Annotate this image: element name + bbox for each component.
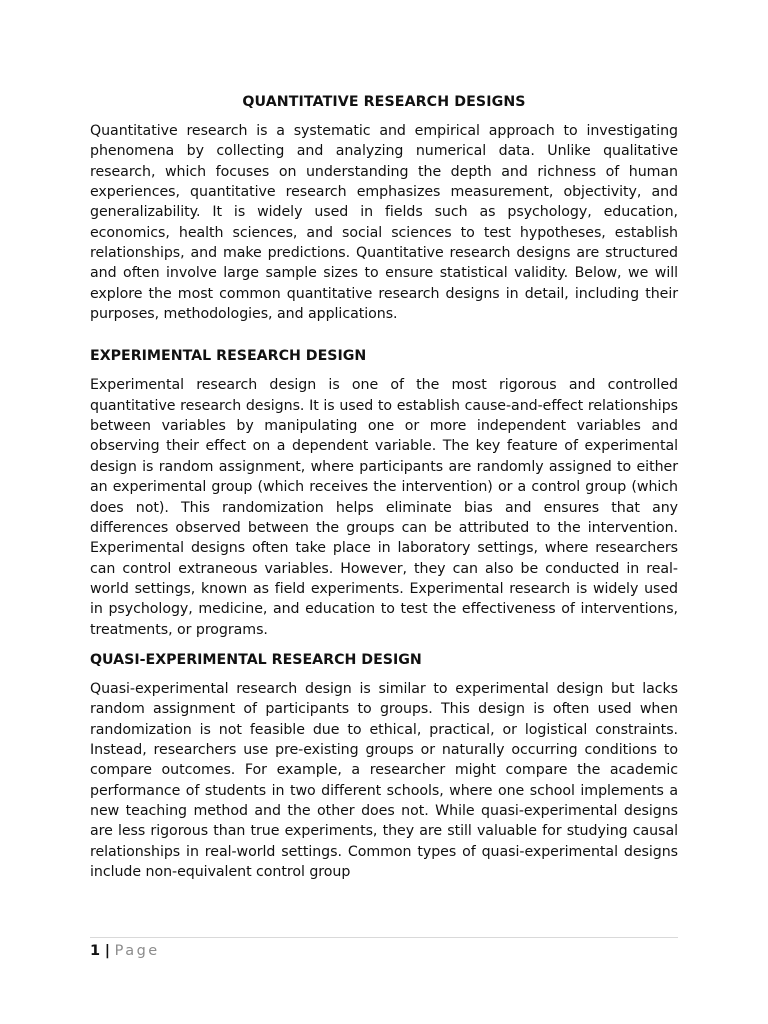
section-heading-experimental: EXPERIMENTAL RESEARCH DESIGN [90, 348, 367, 365]
page-number: 1 [90, 943, 101, 959]
section-body-quasi-experimental: Quasi-experimental research design is similar to experimental design but lacks random assignment of participants to groups. This design is often used when randomization is not feasible due to ethical, practical, or logistical constraints. Instead, researchers use pre-existing groups or naturally occurring conditions to compare outcomes. For example, a researcher might compare the academic performance of students in two different schools, where one school implements a new teaching method and the other does not. While quasi-experimental designs are less rigorous than true experiments, they are still valuable for studying causal relationships in real-world settings. Common types of quasi-experimental designs include non-equivalent control group [90, 680, 678, 880]
document-page [90, 92, 678, 905]
page-footer [90, 937, 678, 961]
section-heading-quasi-experimental: QUASI-EXPERIMENTAL RESEARCH DESIGN [90, 651, 422, 668]
intro-paragraph: Quantitative research is a systematic and empirical approach to investigating phenomena by collecting and analyzing numerical data. Unlike qualitative research, which focuses on understanding the depth and richness of human experiences, quantitative research emphasizes measurement, objectivity, and generalizability. It is widely used in fields such as psychology, education, economics, health sciences, and social sciences to test hypotheses, establish relationships, and make predictions. Quantitative research designs are structured and often involve large sample sizes to ensure statistical validity. Below, we will explore the most common quantitative research designs in detail, including their purposes, methodologies, and applications. [90, 123, 678, 323]
section-body-clip [90, 679, 678, 905]
section-body-experimental: Experimental research design is one of the most rigorous and controlled quantitative research designs. It is used to establish cause-and-effect relationships between variables by manipulating one or more independent variables and observing their effect on a dependent variable. The key feature of experimental design is random assignment, where participants are randomly assigned to either an experimental group (which receives the intervention) or a control group (which does not). This randomization helps eliminate bias and ensures that any differences observed between the groups can be attributed to the intervention. Experimental designs often take place in laboratory settings, where researchers can control extraneous variables. However, they can also be conducted in real-world settings, known as field experiments. Experimental research is widely used in psychology, medicine, and education to test the effectiveness of interventions, treatments, or programs. [90, 377, 678, 638]
document-title: QUANTITATIVE RESEARCH DESIGNS [242, 94, 526, 110]
page-separator: | [104, 943, 110, 959]
page-label: Page [114, 943, 160, 959]
